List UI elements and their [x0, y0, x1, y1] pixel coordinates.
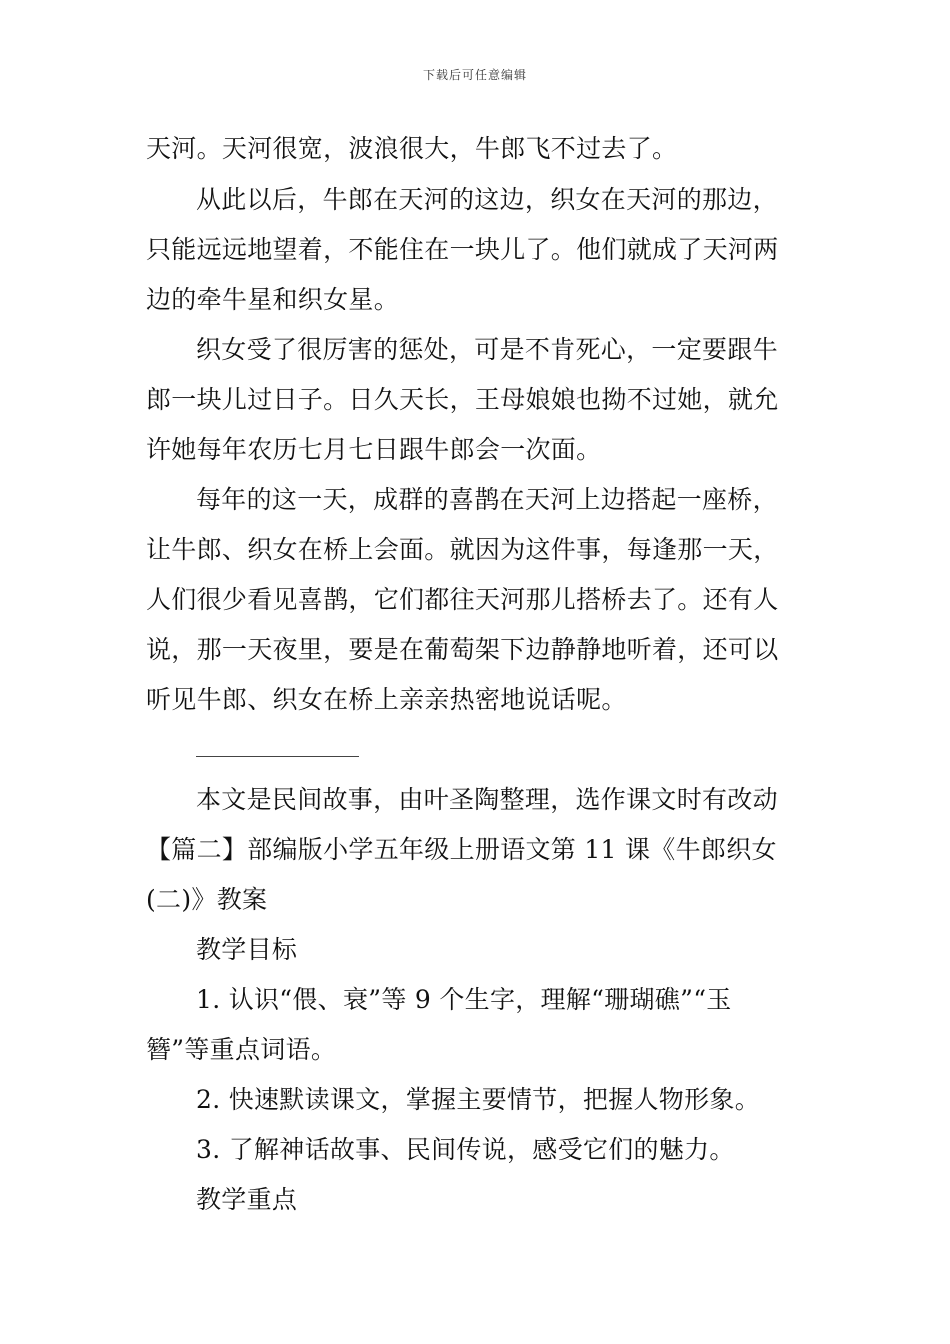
goal-item: 2. 快速默读课文，掌握主要情节，把握人物形象。	[196, 1085, 761, 1114]
text-line: 织女受了很厉害的惩处，可是不肯死心，一定要跟牛	[196, 335, 778, 364]
text-line: 许她每年农历七月七日跟牛郎会一次面。	[146, 435, 602, 464]
footnote-divider	[196, 756, 359, 757]
footnote-text: 本文是民间故事，由叶圣陶整理，选作课文时有改动	[196, 785, 778, 814]
text-line: 天河。天河很宽，波浪很大，牛郎飞不过去了。	[146, 134, 678, 163]
section-title: 【篇二】部编版小学五年级上册语文第 11 课《牛郎织女	[146, 835, 777, 864]
text-line: 郎一块儿过日子。日久天长，王母娘娘也拗不过她，就允	[146, 385, 779, 414]
text-line: 从此以后，牛郎在天河的这边，织女在天河的那边，	[196, 185, 778, 214]
goal-item: 1. 认识“偎、衰”等 9 个生字，理解“珊瑚礁”“玉	[196, 985, 732, 1014]
text-line: 人们很少看见喜鹊，它们都往天河那儿搭桥去了。还有人	[146, 585, 779, 614]
text-line: 边的牵牛星和织女星。	[146, 285, 400, 314]
text-line: 只能远远地望着，不能住在一块儿了。他们就成了天河两	[146, 235, 779, 264]
text-line: 听见牛郎、织女在桥上亲亲热密地说话呢。	[146, 685, 627, 714]
page-header: 下载后可任意编辑	[422, 68, 527, 82]
text-line: 让牛郎、织女在桥上会面。就因为这件事，每逢那一天，	[146, 535, 779, 564]
heading-teaching-goals: 教学目标	[196, 935, 298, 964]
text-line: 说，那一天夜里，要是在葡萄架下边静静地听着，还可以	[146, 635, 779, 664]
text-line: 每年的这一天，成群的喜鹊在天河上边搭起一座桥，	[196, 485, 778, 514]
goal-item: 簪”等重点词语。	[146, 1035, 337, 1064]
goal-item: 3. 了解神话故事、民间传说，感受它们的魅力。	[196, 1135, 735, 1164]
heading-teaching-focus: 教学重点	[196, 1185, 298, 1214]
section-title: (二)》教案	[146, 885, 268, 914]
